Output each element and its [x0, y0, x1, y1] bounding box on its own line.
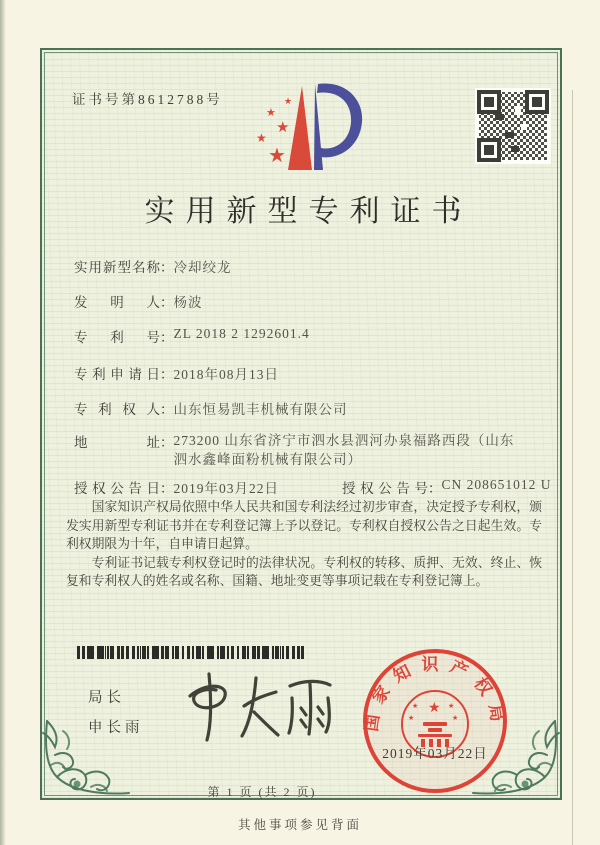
field-utility-model-name — [74, 256, 232, 276]
legal-paragraph-2: 专利证书记载专利权登记时的法律状况。专利权的转移、质押、无效、终止、恢复和专利权人的姓名或名称、国籍、地址变更等事项记载在专利登记簿上。 — [66, 555, 542, 588]
seal-agency-text: 国家知识产权局 — [361, 655, 509, 733]
field-address — [74, 431, 526, 469]
svg-text:★: ★ — [256, 131, 267, 145]
field-colon: ： — [160, 367, 174, 382]
field-value: ZL 2018 2 1292601.4 — [173, 326, 310, 341]
field-label: 地址 — [74, 435, 160, 450]
director-title: 局长 — [88, 690, 125, 706]
field-colon: ： — [160, 330, 174, 345]
svg-text:★: ★ — [408, 714, 415, 722]
field-label: 授权公告日 — [74, 481, 160, 496]
svg-text:★: ★ — [268, 143, 286, 167]
field-value: 2018年08月13日 — [173, 367, 279, 382]
field-value: CN 208651012 U — [441, 477, 552, 492]
field-patent-number — [74, 326, 310, 346]
svg-text:★: ★ — [452, 714, 459, 722]
field-label: 专利号 — [74, 330, 160, 345]
svg-text:★: ★ — [412, 702, 419, 710]
svg-text:★: ★ — [266, 106, 276, 119]
back-note: 其他事项参见背面 — [237, 818, 362, 832]
field-patentee — [74, 398, 348, 418]
corner-flourish-icon — [41, 707, 133, 799]
field-label: 专利申请日 — [74, 367, 160, 382]
qr-code-icon — [475, 88, 551, 164]
field-label: 实用新型名称 — [74, 260, 160, 275]
legal-paragraph-1: 国家知识产权局依照中华人民共和国专利法经过初步审查，决定授予专利权，颁发实用新型专利证书并在专利登记簿上予以登记。专利权自授权公告之日起生效。专利权期限为十年，自申请日起算。 — [66, 500, 542, 551]
svg-text:★: ★ — [448, 702, 455, 710]
field-grant-row — [74, 477, 552, 497]
field-colon: ： — [428, 481, 442, 496]
director-name: 申长雨 — [88, 720, 144, 736]
scan-page-edge — [572, 90, 573, 845]
field-label: 授权公告号 — [342, 481, 428, 496]
field-colon: ： — [160, 295, 174, 310]
field-grant-date — [74, 477, 342, 497]
certificate-frame — [40, 48, 562, 800]
barcode-icon — [77, 646, 305, 659]
field-grant-number — [342, 477, 552, 497]
cnipa-patent-logo-icon — [228, 70, 378, 182]
page-number: 第 1 页 (共 2 页) — [207, 785, 317, 799]
seal-date: 2019年03月22日 — [382, 746, 488, 761]
certificate-number: 证书号第8612788号 — [72, 92, 223, 107]
director-signature-icon — [164, 662, 344, 754]
field-value: 冷却绞龙 — [173, 260, 232, 275]
svg-text:★: ★ — [428, 700, 441, 716]
field-filing-date — [74, 363, 279, 383]
svg-text:★: ★ — [276, 118, 290, 136]
certificate-title: 实用新型专利证书 — [144, 195, 473, 228]
corner-flourish-icon — [469, 707, 561, 799]
field-colon: ： — [160, 481, 174, 496]
field-value: 2019年03月22日 — [173, 481, 279, 496]
field-inventor — [74, 291, 203, 311]
svg-text:★: ★ — [284, 97, 293, 107]
scan-spine-shadow — [0, 0, 6, 845]
field-colon: ： — [160, 402, 174, 417]
field-value: 山东恒易凯丰机械有限公司 — [173, 402, 348, 417]
field-colon: ： — [160, 435, 174, 450]
field-value: 杨波 — [173, 295, 203, 310]
field-label: 发明人 — [74, 295, 160, 310]
legal-statement — [66, 498, 542, 591]
field-label: 专利权人 — [74, 402, 160, 417]
field-colon: ： — [160, 260, 174, 275]
field-value: 273200 山东省济宁市泗水县泗河办泉福路西段（山东泗水鑫峰面粉机械有限公司） — [173, 433, 515, 467]
